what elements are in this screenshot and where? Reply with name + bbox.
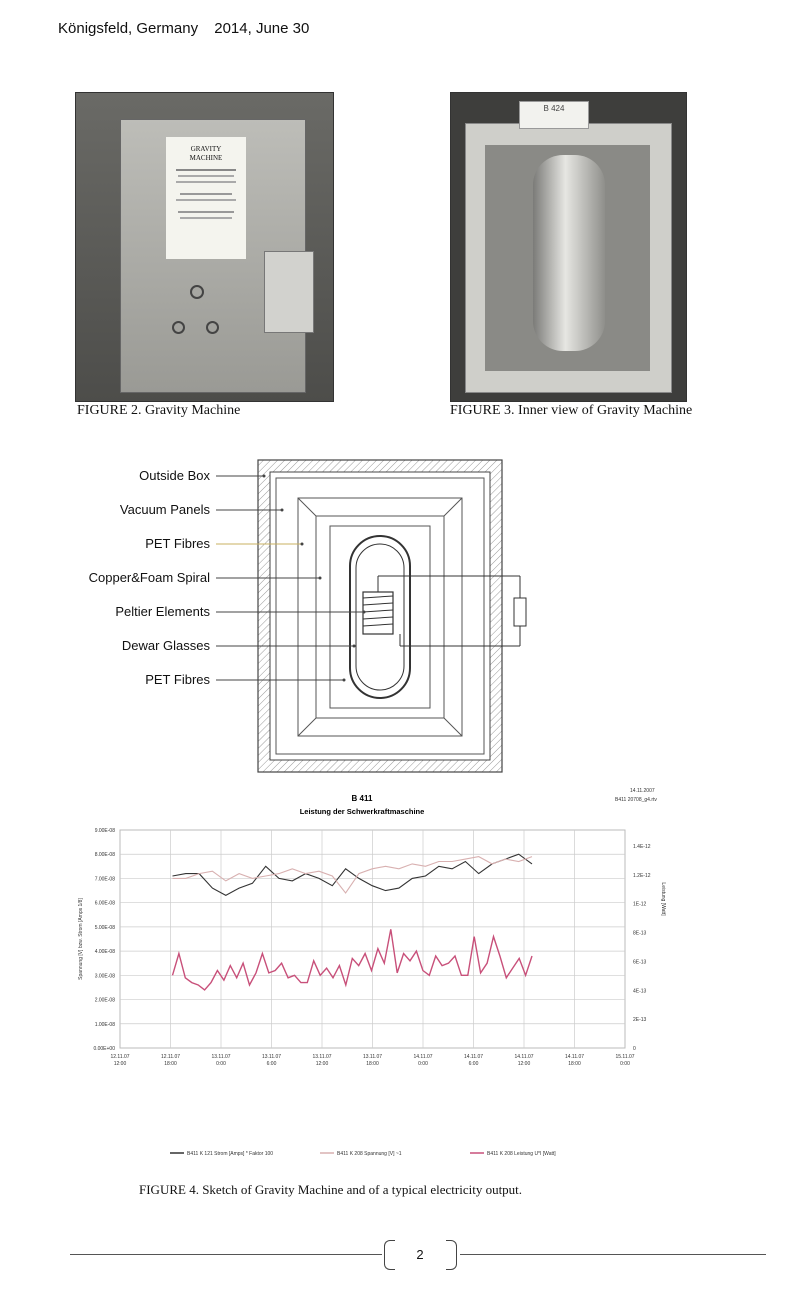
header-date: 2014, June 30 — [214, 20, 310, 37]
figure3-tag-text: B 424 — [543, 104, 565, 113]
y-tick-left-label: 2.00E-08 — [94, 997, 115, 1004]
chart-title: B 411 — [351, 794, 373, 803]
knob-icon — [190, 285, 204, 299]
figure2-caption: FIGURE 2. Gravity Machine — [77, 403, 241, 418]
label-peltier-elements: Peltier Elements — [115, 604, 210, 619]
chart-note-line2: B411 20708_g4.rtv — [615, 797, 657, 803]
y-tick-left-label: 6.00E-08 — [94, 900, 115, 907]
footer-rule-left — [70, 1254, 382, 1255]
label-copper-foam-spiral: Copper&Foam Spiral — [88, 570, 210, 585]
x-tick-label: 12.11.07 — [160, 1054, 181, 1060]
x-tick-label: 13.11.07 — [362, 1054, 383, 1060]
sign-title-line1: GRAVITY — [190, 145, 222, 153]
y-tick-left-label: 4.00E-08 — [94, 949, 115, 956]
x-tick-label: 12.11.07 — [110, 1054, 130, 1060]
x-tick-label-time: 0:00 — [620, 1061, 630, 1067]
y-tick-left-label: 0.00E+00 — [93, 1046, 115, 1052]
legend-label-2: B411 K 208 Spannung [V] ~1 — [337, 1151, 402, 1157]
legend-label-3: B411 K 208 Leistung U*I [Watt] — [487, 1151, 556, 1157]
y-axis-left-label: Spannung [V] bzw. Strom [Amps 1/8] — [78, 898, 84, 980]
x-tick-label: 13.11.07 — [312, 1054, 332, 1060]
y-tick-left-label: 7.00E-08 — [94, 876, 115, 883]
figure3-photo — [450, 92, 687, 402]
y-tick-right-label: 1E-12 — [633, 901, 647, 908]
y-tick-left-label: 9.00E-08 — [94, 828, 115, 834]
x-tick-label-time: 0:00 — [418, 1061, 428, 1067]
figure4-caption: FIGURE 4. Sketch of Gravity Machine and of a typical electricity output. — [139, 1182, 523, 1197]
y-tick-left-label: 5.00E-08 — [94, 924, 115, 931]
x-tick-label: 14.11.07 — [463, 1054, 484, 1060]
resistor-icon — [514, 598, 526, 626]
label-pet-fibres-outer: PET Fibres — [145, 536, 210, 551]
x-tick-label: 13.11.07 — [261, 1054, 282, 1060]
figure3-caption: FIGURE 3. Inner view of Gravity Machine — [450, 403, 693, 418]
x-tick-label: 15.11.07 — [615, 1054, 635, 1060]
chart-subtitle: Leistung der Schwerkraftmaschine — [299, 807, 425, 816]
y-tick-right-label: 8E-13 — [633, 930, 647, 937]
x-tick-label: 14.11.07 — [564, 1054, 585, 1060]
footer-rule-right — [460, 1254, 766, 1255]
electricity-output-chart — [70, 780, 720, 1170]
figure2-photo — [75, 92, 334, 402]
side-panel — [264, 251, 314, 333]
x-tick-label-time: 6:00 — [266, 1061, 277, 1067]
x-tick-label: 14.11.07 — [514, 1054, 534, 1060]
y-tick-right-label: 1.4E-12 — [633, 844, 651, 850]
dewar-cylinder — [533, 155, 605, 351]
y-tick-left-label: 3.00E-08 — [94, 973, 115, 980]
x-tick-label-time: 18:00 — [366, 1061, 379, 1067]
header-location: Königsfeld, Germany — [58, 20, 199, 37]
y-tick-right-label: 2E-13 — [633, 1017, 647, 1024]
label-vacuum-panels: Vacuum Panels — [119, 502, 210, 517]
footer-brace-left — [384, 1240, 395, 1270]
chart-note-line1: 14.11.2007 — [630, 788, 655, 794]
x-tick-label-time: 12:00 — [517, 1061, 531, 1067]
connector-left-icon — [172, 321, 185, 334]
label-dewar-glasses: Dewar Glasses — [121, 638, 210, 653]
x-tick-label-time: 12:00 — [113, 1061, 127, 1067]
y-tick-left-label: 8.00E-08 — [94, 852, 115, 859]
figure3-tag — [519, 101, 589, 129]
x-tick-label-time: 0:00 — [216, 1061, 226, 1067]
footer-brace-right — [446, 1240, 457, 1270]
y-tick-right-label: 1.2E-12 — [633, 872, 651, 879]
x-tick-label-time: 6:00 — [468, 1061, 479, 1067]
x-tick-label-time: 18:00 — [164, 1061, 177, 1067]
y-axis-right-label: Leistung [Watt] — [660, 882, 666, 916]
y-tick-right-label: 4E-13 — [633, 988, 647, 995]
x-tick-label: 14.11.07 — [413, 1054, 433, 1060]
x-tick-label: 13.11.07 — [211, 1054, 231, 1060]
x-tick-label-time: 18:00 — [568, 1061, 581, 1067]
y-tick-right-label: 6E-13 — [633, 959, 647, 966]
page-header — [58, 20, 309, 37]
label-pet-fibres-inner: PET Fibres — [145, 672, 210, 687]
y-tick-left-label: 1.00E-08 — [94, 1021, 115, 1028]
connector-right-icon — [206, 321, 219, 334]
y-tick-right-label: 0 — [633, 1046, 636, 1052]
machine-sign — [166, 137, 246, 259]
x-tick-label-time: 12:00 — [315, 1061, 329, 1067]
legend-label-1: B411 K 121 Strom [Amps] * Faktor 100 — [187, 1151, 274, 1157]
sign-title-line2: MACHINE — [189, 154, 223, 162]
label-outside-box: Outside Box — [139, 468, 210, 483]
page-number: 2 — [416, 1247, 424, 1262]
